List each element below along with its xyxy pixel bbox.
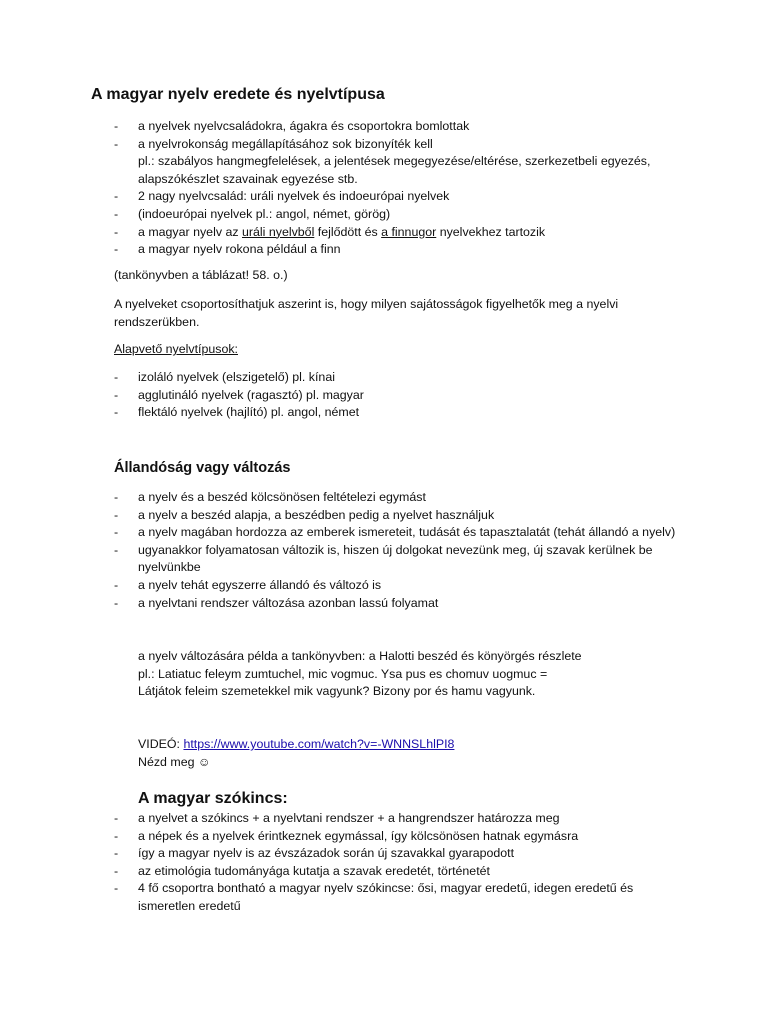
text-segment: nyelvekhez tartozik — [436, 224, 546, 239]
list-item: - 2 nagy nyelvcsalád: uráli nyelvek és indoeurópai nyelvek — [114, 188, 674, 206]
watch-text: Nézd meg ☺ — [138, 754, 211, 769]
types-heading: Alapvető nyelvtípusok: — [114, 342, 238, 356]
video-link[interactable]: https://www.youtube.com/watch?v=-WNNSLhlPI8 — [183, 737, 455, 751]
video-label: VIDEÓ: — [138, 737, 184, 751]
text-segment: a magyar nyelv az — [138, 224, 242, 239]
vocabulary-list — [114, 810, 674, 916]
video-line — [138, 736, 698, 754]
list-item: - agglutináló nyelvek (ragasztó) pl. magyar — [114, 387, 674, 405]
list-item: - így a magyar nyelv is az évszázadok során új szavakkal gyarapodott — [114, 845, 674, 863]
list-item: - ugyanakkor folyamatosan változik is, hiszen új dolgokat nevezünk meg, új szavak kerülnek be nyelvünkbe — [114, 542, 676, 577]
example-block — [138, 648, 698, 701]
list-item — [114, 224, 674, 242]
list-item: - izoláló nyelvek (elszigetelő) pl. kínai — [114, 369, 674, 387]
list-item: - a nyelv tehát egyszerre állandó és változó is — [114, 577, 676, 595]
language-types-list — [114, 369, 674, 422]
list-item: - az etimológia tudományága kutatja a szavak eredetét, történetét — [114, 863, 674, 881]
origin-list — [114, 118, 674, 259]
example-line: Látjátok feleim szemetekkel mik vagyunk? Bizony por és hamu vagyunk. — [138, 684, 536, 699]
list-item: - a nyelvtani rendszer változása azonban lassú folyamat — [114, 595, 676, 613]
list-item: - 4 fő csoportra bontható a magyar nyelv szókincse: ősi, magyar eredetű, idegen eredetű és ismeretlen eredetű — [114, 880, 674, 915]
text-segment: fejlődött és — [314, 224, 382, 239]
list-item: - a nyelvek nyelvcsaládokra, ágakra és csoportokra bomlottak — [114, 118, 674, 136]
section-heading: A magyar szókincs: — [138, 790, 288, 807]
change-list — [114, 489, 676, 612]
document-title: A magyar nyelv eredete és nyelvtípusa — [91, 86, 385, 103]
list-item: - a népek és a nyelvek érintkeznek egymással, így kölcsönösen hatnak egymásra — [114, 828, 674, 846]
list-item: - a nyelv a beszéd alapja, a beszédben pedig a nyelvet használjuk — [114, 507, 676, 525]
list-item: - a nyelvrokonság megállapításához sok bizonyíték kell — [114, 136, 674, 154]
list-item: - a nyelvet a szókincs + a nyelvtani rendszer + a hangrendszer határozza meg — [114, 810, 674, 828]
list-item: - a nyelv és a beszéd kölcsönösen feltételezi egymást — [114, 489, 676, 507]
underlined-term: a finnugor — [381, 224, 437, 239]
list-item: - a nyelv magában hordozza az emberek ismereteit, tudását és tapasztalatát (tehát állandó a nyelv) — [114, 524, 676, 542]
paragraph: A nyelveket csoportosíthatjuk aszerint is, hogy milyen sajátosságok figyelhetők meg a nyelvi rendszerükben. — [114, 297, 619, 329]
example-text: pl.: szabályos hangmegfelelések, a jelentések megegyezése/eltérése, szerkezetbeli egyezés, alapszókészlet szavainak egyezése stb. — [138, 154, 651, 186]
list-item: - flektáló nyelvek (hajlító) pl. angol, német — [114, 404, 674, 422]
video-block — [138, 736, 698, 771]
textbook-note: (tankönyvben a táblázat! 58. o.) — [114, 268, 288, 282]
list-item: - (indoeurópai nyelvek pl.: angol, német, görög) — [114, 206, 674, 224]
underlined-term: uráli nyelvből — [242, 224, 315, 239]
list-item: - a magyar nyelv rokona például a finn — [114, 241, 674, 259]
section-heading: Állandóság vagy változás — [114, 460, 291, 476]
example-line: pl.: Latiatuc feleym zumtuchel, mic vogmuc. Ysa pus es chomuv uogmuc = — [138, 666, 548, 681]
example-line: a nyelv változására példa a tankönyvben: a Halotti beszéd és könyörgés részlete — [138, 649, 582, 663]
list-item-continuation — [114, 153, 674, 188]
